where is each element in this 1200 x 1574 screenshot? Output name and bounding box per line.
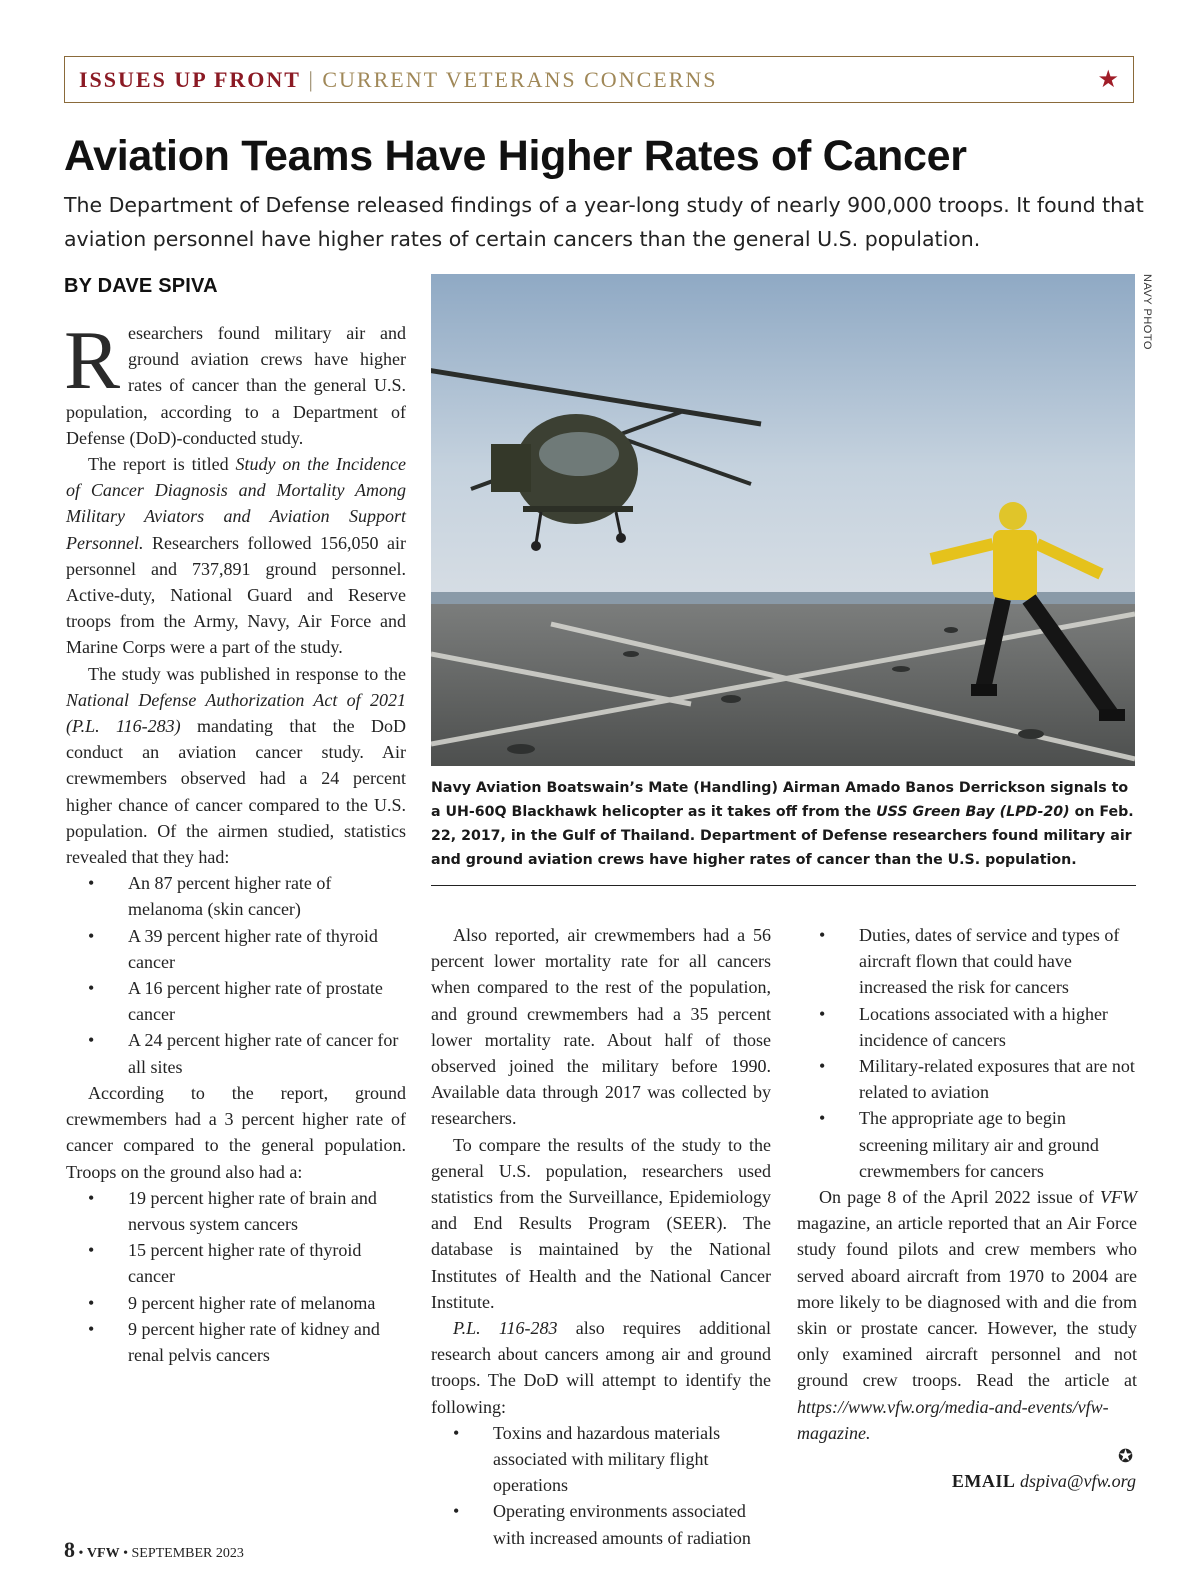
law-reference: P.L. 116-283 xyxy=(453,1318,558,1339)
email-label: EMAIL xyxy=(951,1471,1016,1491)
paragraph-mortality: Also reported, air crewmembers had a 56 percent lower mortality rate for all cancers when compared to the rest of the population, and ground crewmembers had a 35 percent lower mortality rate. About half of those observed joined the military before 1990. Available data through 2017 was collected by researchers. xyxy=(431,925,771,1129)
list-item: • 15 percent higher rate of thyroid cancer xyxy=(66,1237,406,1289)
paragraph-report xyxy=(66,451,406,661)
list-item: • Operating environments associated with increased amounts of radiation xyxy=(431,1498,771,1550)
requirements-text: also requires additional research about cancers among air and ground troops. The DoD will attempt to identify the following: xyxy=(431,1318,772,1417)
photo-credit: NAVY PHOTO xyxy=(1141,274,1153,350)
section-separator: | xyxy=(308,67,315,92)
paragraph-intro xyxy=(64,314,406,451)
list-item: • A 24 percent higher rate of cancer for all sites xyxy=(66,1027,406,1079)
helicopter-photo xyxy=(431,274,1135,766)
drop-cap: R xyxy=(64,314,121,407)
issue-date: SEPTEMBER 2023 xyxy=(131,1546,244,1561)
identify-list xyxy=(431,1420,771,1551)
article-column-1 xyxy=(64,314,406,1368)
list-item: • Locations associated with a higher incidence of cancers xyxy=(797,1001,1137,1053)
end-of-story-icon: ✪ xyxy=(1118,1446,1134,1466)
byline: BY DAVE SPIVA xyxy=(64,275,218,297)
magazine-name: VFW xyxy=(1100,1187,1137,1208)
list-item: • Duties, dates of service and types of aircraft flown that could have increased the risk for cancers xyxy=(797,922,1137,1001)
caption-text: Navy Aviation Boatswain’s Mate (Handling) Airman Amado Banos Derrickson signals to a UH-60Q Blackhawk helicopter as it takes off from the xyxy=(431,780,1129,820)
list-item: • Military-related exposures that are not related to aviation xyxy=(797,1053,1137,1105)
email-address[interactable]: dspiva@vfw.org xyxy=(1019,1471,1136,1491)
caption-text-end: on Feb. 22, 2017, in the Gulf of Thailand. Department of Defense researchers found military air and ground aviation crews have higher rates of cancer than the U.S. population. xyxy=(431,804,1134,868)
list-item: • 9 percent higher rate of kidney and renal pelvis cancers xyxy=(66,1316,406,1368)
report-text: The report is titled xyxy=(88,454,236,475)
act-text: The study was published in response to the xyxy=(88,663,406,684)
article-deck: The Department of Defense released findings of a year-long study of nearly 900,000 troops. It found that aviation personnel have higher rates of certain cancers than the general U.S. population. xyxy=(64,193,1144,251)
list-item: • A 16 percent higher rate of prostate cancer xyxy=(66,975,406,1027)
author-email xyxy=(880,1471,1136,1492)
list-item: • An 87 percent higher rate of melanoma (skin cancer) xyxy=(66,870,406,922)
article-headline: Aviation Teams Have Higher Rates of Cancer xyxy=(64,132,967,180)
paragraph-act xyxy=(66,661,406,871)
list-item: • The appropriate age to begin screening military air and ground crewmembers for cancers xyxy=(797,1105,1137,1184)
act-text-end: mandating that the DoD conduct an aviation cancer study. Air crewmembers observed had a 24 percent higher chance of cancer compared to the U.S. population. Of the airmen studied, statistics revealed that they had: xyxy=(66,716,406,868)
caption-divider xyxy=(431,885,1136,886)
list-item: • Toxins and hazardous materials associated with military flight operations xyxy=(431,1420,771,1499)
photo-caption xyxy=(431,776,1141,872)
article-link[interactable]: https://www.vfw.org/media-and-events/vfw-magazine. xyxy=(797,1396,1109,1443)
list-item: • 9 percent higher rate of melanoma xyxy=(66,1290,406,1316)
star-icon: ★ xyxy=(1097,67,1119,93)
paragraph-seer: To compare the results of the study to the general U.S. population, researchers used statistics from the Surveillance, Epidemiology and End Results Program (SEER). The database is maintained by the National Institutes of Health and the National Cancer Institute. xyxy=(431,1134,771,1312)
prior-study-text-end: magazine, an article reported that an Air Force study found pilots and crew members who served aboard aircraft from 1970 to 2004 are more likely to be diagnosed with and die from skin or prostate cancer. However, the study only examined aircraft personnel and not ground crew troops. Read the article at xyxy=(797,1213,1137,1391)
article-column-3 xyxy=(797,922,1137,1446)
footer-dot: • xyxy=(78,1546,84,1561)
page-number: 8 xyxy=(64,1537,75,1562)
intro-text: esearchers found military air and ground aviation crews have higher rates of cancer than the general U.S. population, according to a Department of Defense (DoD)-conducted study. xyxy=(66,323,406,448)
section-header xyxy=(64,56,1134,103)
publication-name: VFW xyxy=(86,1546,120,1561)
prior-study-text: On page 8 of the April 2022 issue of xyxy=(819,1187,1101,1208)
page-footer xyxy=(64,1537,244,1563)
list-item: • A 39 percent higher rate of thyroid cancer xyxy=(66,923,406,975)
air-crew-list xyxy=(66,870,406,1080)
paragraph-prior-study xyxy=(797,1184,1137,1446)
article-column-2 xyxy=(431,922,771,1551)
ground-crew-list xyxy=(66,1185,406,1368)
subsection-label: CURRENT VETERANS CONCERNS xyxy=(322,67,718,92)
identify-list-continued xyxy=(797,922,1137,1184)
report-title: Study on the Incidence of Cancer Diagnosis and Mortality Among Military Aviators and Aviation Support Personnel. xyxy=(66,454,406,553)
list-item: • 19 percent higher rate of brain and nervous system cancers xyxy=(66,1185,406,1237)
report-text-end: Researchers followed 156,050 air personnel and 737,891 ground personnel. Active-duty, National Guard and Reserve troops from the Army, Navy, Air Force and Marine Corps were a part of the study. xyxy=(66,532,406,658)
section-header-text xyxy=(79,67,717,93)
footer-dot: • xyxy=(123,1546,128,1561)
section-label: ISSUES UP FRONT xyxy=(79,67,301,92)
paragraph-requirements xyxy=(431,1315,771,1420)
act-title: National Defense Authorization Act of 2021 (P.L. 116-283) xyxy=(66,689,406,737)
caption-ship-name: USS Green Bay (LPD-20) xyxy=(876,804,1070,820)
paragraph-ground: According to the report, ground crewmembers had a 3 percent higher rate of cancer compared to the general population. Troops on the ground also had a: xyxy=(66,1082,406,1182)
